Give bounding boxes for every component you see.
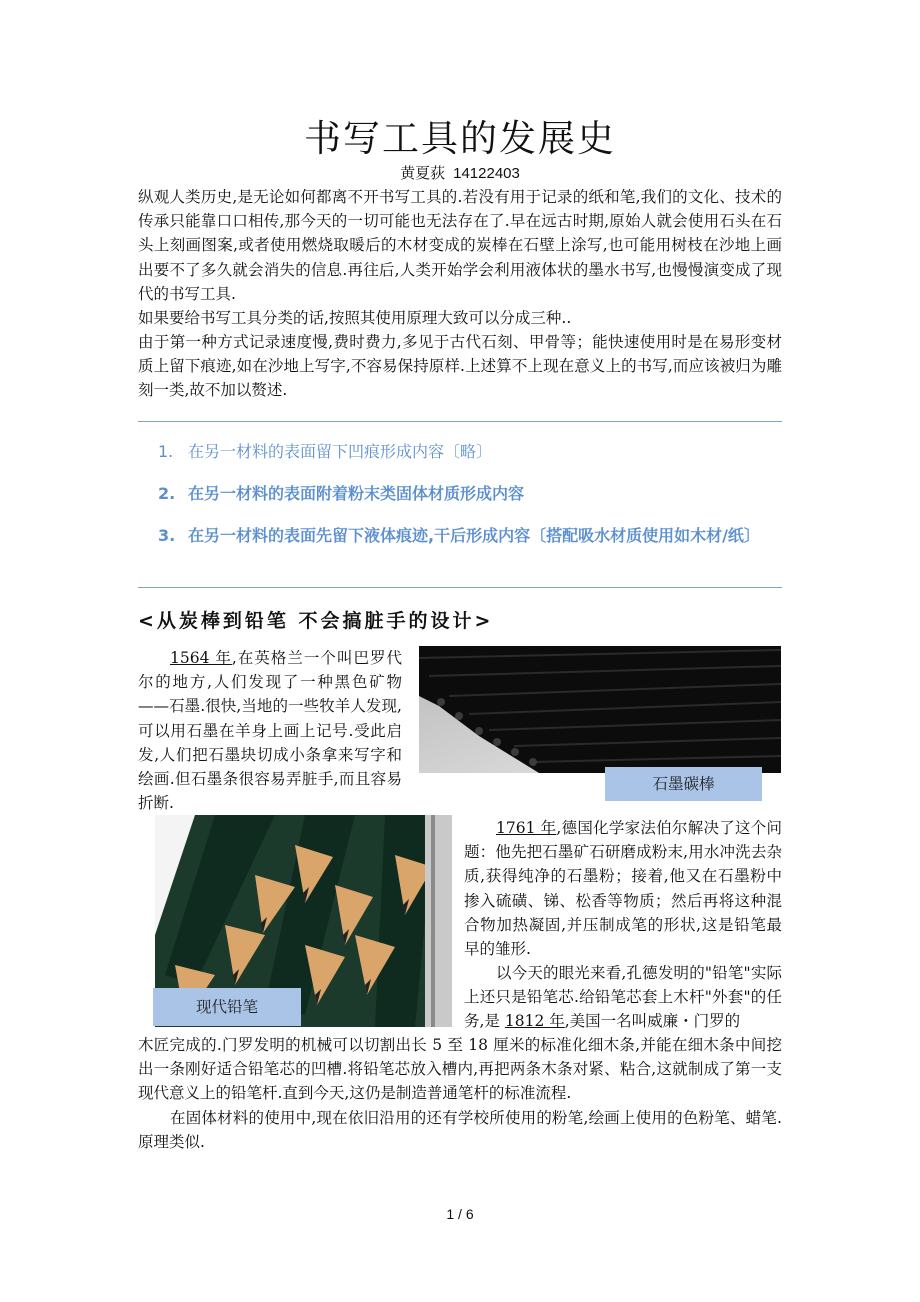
- year-1761: 1761 年: [496, 819, 557, 837]
- page-number: 1 / 6: [446, 1206, 474, 1222]
- divider-bottom: [138, 587, 782, 588]
- paragraph-1812-continued: 木匠完成的.门罗发明的机械可以切割出长 5 至 18 厘米的标准化细木条,并能在细木条中间挖出一条刚好适合铅笔芯的凹槽.将铅笔芯放入槽内,再把两条木条对紧、粘合,这就制成了第一支现代意义上的铅笔杆.直到今天,这仍是制造普通笔杆的标准流程.: [138, 1036, 782, 1103]
- year-1812: 1812 年: [504, 1012, 565, 1031]
- graphite-sticks-image: [419, 646, 781, 773]
- year-1564: 1564 年: [170, 649, 232, 667]
- author-line: [0, 162, 920, 183]
- paragraph-1812-start: 以今天的眼光来看,孔德发明的"铅笔"实际上还只是铅笔芯.给铅笔芯套上木杆"外套"的任务,是 1812 年,美国一名叫威廉・门罗的: [464, 964, 782, 1031]
- caption-pencils: 现代铅笔: [153, 988, 301, 1026]
- author-name: 黄夏荻: [400, 164, 446, 182]
- list-item-3: 3. 在另一材料的表面先留下液体痕迹,干后形成内容〔搭配吸水材质使用如木材/纸〕: [158, 526, 760, 545]
- paragraph-chalk: 在固体材料的使用中,现在依旧沿用的还有学校所使用的粉笔,绘画上使用的色粉笔、蜡笔.原理类似.: [138, 1109, 782, 1152]
- intro-paragraph-3: 由于第一种方式记录速度慢,费时费力,多见于古代石刻、甲骨等；能快速使用时是在易形变材质上留下痕迹,如在沙地上写字,不容易保持原样.上述算不上现在意义上的书写,而应该被归为雕刻一类,故不加以赘述.: [138, 333, 782, 400]
- list-item-1: 1. 在另一材料的表面留下凹痕形成内容〔略〕: [158, 442, 493, 461]
- list-item-2: 2. 在另一材料的表面附着粉末类固体材质形成内容: [158, 484, 525, 503]
- student-id: 14122403: [453, 165, 520, 182]
- intro-paragraph-2: 如果要给书写工具分类的话,按照其使用原理大致可以分成三种..: [138, 309, 572, 327]
- intro-paragraph-1: 纵观人类历史,是无论如何都离不开书写工具的.若没有用于记录的纸和笔,我们的文化、技术的传承只能靠口口相传,那今天的一切可能也无法存在了.早在远古时期,原始人就会使用石头在石头上刻画图案,或者使用燃烧取暖后的木材变成的炭棒在石壁上涂写,也可能用树枝在沙地上画出要不了多久就会消失的信息.再往后,人类开始学会利用液体状的墨水书写,也慢慢演变成了现代的书写工具.: [138, 188, 782, 303]
- paragraph-1761: 1761 年,德国化学家法伯尔解决了这个问题：他先把石墨矿石研磨成粉末,用水冲洗去杂质,获得纯净的石墨粉；接着,他又在石墨粉中掺入硫磺、锑、松香等物质；然后再将这种混合物加热凝固,并压制成笔的形状,这是铅笔最早的雏形.: [464, 819, 782, 959]
- paragraph-1564: 1564 年,在英格兰一个叫巴罗代尔的地方,人们发现了一种黑色矿物——石墨.很快,当地的一些牧羊人发现,可以用石墨在羊身上画上记号.受此启发,人们把石墨块切成小条拿来写字和绘画.但石墨条很容易弄脏手,而且容易折断.: [138, 649, 402, 813]
- section-heading: <从炭棒到铅笔 不会搞脏手的设计>: [138, 610, 494, 632]
- caption-graphite: 石墨碳棒: [605, 767, 762, 801]
- page-title: 书写工具的发展史: [304, 117, 616, 160]
- divider-top: [138, 421, 782, 422]
